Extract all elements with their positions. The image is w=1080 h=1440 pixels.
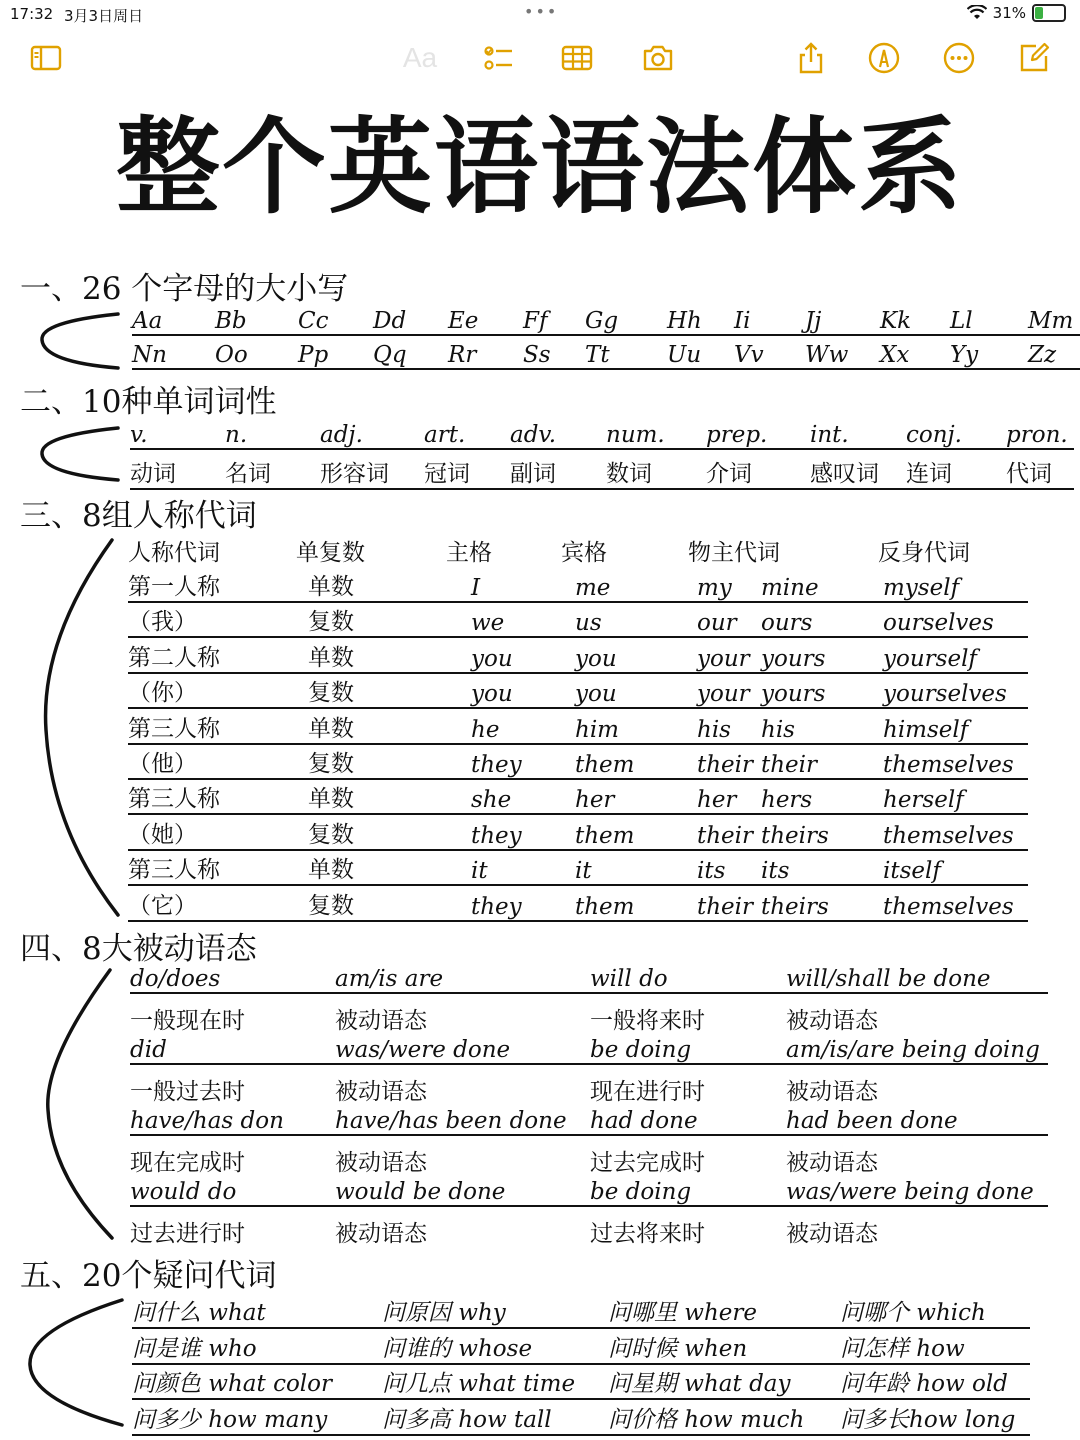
letter-pair: Hh (667, 308, 734, 336)
pos-name: 形容词 (320, 455, 424, 490)
pos-name-row (130, 455, 1074, 490)
pronoun-col-header: 人称代词 (128, 540, 220, 566)
passive-row (130, 1002, 1048, 1035)
letter-pair: Mm (1028, 308, 1080, 336)
passive-tense-label: 被动语态 (335, 1149, 427, 1176)
pos-abbr: pron. (1006, 422, 1074, 450)
pos-abbr: n. (225, 422, 320, 450)
passive-form: had done (590, 1108, 786, 1136)
passive-row (130, 1108, 1048, 1136)
pronoun-cell: themselves (883, 894, 1028, 922)
pronoun-cell: their (693, 752, 761, 780)
letter-pair: Rr (448, 342, 523, 370)
question-word-row (132, 1365, 1030, 1400)
pronoun-cell: her (575, 787, 693, 815)
question-word: 问颜色 what color (132, 1365, 382, 1400)
pronoun-cell: myself (883, 575, 1028, 603)
question-word: 问时候 when (608, 1330, 840, 1365)
letter-pair: Aa (132, 308, 215, 336)
pronoun-row (128, 674, 1028, 709)
passive-row (130, 1073, 1048, 1106)
letter-pair: Ii (734, 308, 805, 336)
pronoun-cell: them (575, 823, 693, 851)
pronoun-row (128, 745, 1028, 780)
question-word: 问是谁 who (132, 1330, 382, 1365)
pronoun-cell: 单数 (308, 851, 463, 886)
pronoun-col-header: 物主代词 (688, 540, 780, 566)
alphabet-row-2 (132, 342, 1080, 370)
pronoun-cell: 第三人称 (128, 780, 308, 815)
status-date: 3月3日周日 (64, 7, 144, 25)
pronoun-cell: it (463, 858, 575, 886)
pronoun-cell: our (693, 610, 761, 638)
pronoun-cell: 复数 (308, 745, 463, 780)
pronoun-cell: 第一人称 (128, 568, 308, 603)
passive-form: was/were being done (786, 1179, 1048, 1207)
pronoun-cell: its (761, 858, 883, 886)
passive-form: am/is are (335, 966, 590, 994)
passive-tense-label: 被动语态 (335, 1007, 427, 1034)
pronoun-cell: his (693, 717, 761, 745)
pos-name: 介词 (706, 455, 810, 490)
question-word: 问几点 what time (382, 1365, 608, 1400)
question-word-row (132, 1330, 1030, 1365)
letter-pair: Oo (215, 342, 298, 370)
pos-abbr: adv. (510, 422, 606, 450)
question-word: 问哪个 which (840, 1294, 1030, 1329)
passive-form: did (130, 1037, 335, 1065)
question-word: 问多长how long (840, 1401, 1030, 1436)
pronoun-cell: they (463, 752, 575, 780)
pronoun-col-header: 宾格 (561, 540, 607, 566)
pronoun-cell: yourself (883, 646, 1028, 674)
passive-row (130, 1144, 1048, 1177)
pronoun-cell: themselves (883, 823, 1028, 851)
letter-pair: Zz (1028, 342, 1080, 370)
pronoun-cell: ours (761, 610, 883, 638)
letter-pair: Ss (523, 342, 585, 370)
letter-pair: Qq (373, 342, 448, 370)
pronoun-row (128, 816, 1028, 851)
pos-name: 代词 (1006, 455, 1074, 490)
pronoun-cell: 单数 (308, 780, 463, 815)
section-2-heading: 二、10种单词词性 (20, 384, 277, 420)
pos-abbr: art. (424, 422, 510, 450)
pronoun-row (128, 780, 1028, 815)
pronoun-cell: their (693, 894, 761, 922)
passive-form: be doing (590, 1179, 786, 1207)
pronoun-col-header: 主格 (446, 540, 492, 566)
pos-abbr-row (130, 422, 1074, 450)
pronoun-cell: their (761, 752, 883, 780)
pos-abbr: prep. (706, 422, 810, 450)
pronoun-cell: we (463, 610, 575, 638)
pos-abbr: int. (810, 422, 906, 450)
pronoun-cell: （你） (128, 674, 308, 709)
letter-pair: Jj (805, 308, 880, 336)
pos-name: 感叹词 (810, 455, 906, 490)
question-word-row (132, 1294, 1030, 1329)
pos-name: 动词 (130, 455, 225, 490)
letter-pair: Tt (585, 342, 667, 370)
pronoun-cell: its (693, 858, 761, 886)
pronoun-cell: 第三人称 (128, 710, 308, 745)
passive-form: have/has don (130, 1108, 335, 1136)
pronoun-cell: me (575, 575, 693, 603)
pos-abbr: v. (130, 422, 225, 450)
passive-form: do/does (130, 966, 335, 994)
passive-tense-label: 一般现在时 (130, 1007, 245, 1034)
status-time: 17:32 (10, 5, 54, 23)
pronoun-row (128, 568, 1028, 603)
question-word: 问星期 what day (608, 1365, 840, 1400)
pronoun-cell: them (575, 752, 693, 780)
passive-tense-label: 过去完成时 (590, 1149, 705, 1176)
pronoun-cell: their (693, 823, 761, 851)
passive-form: would do (130, 1179, 335, 1207)
letter-pair: Ll (950, 308, 1028, 336)
pronoun-cell: 第二人称 (128, 639, 308, 674)
question-word: 问哪里 where (608, 1294, 840, 1329)
pronoun-cell: herself (883, 787, 1028, 815)
pronoun-cell: you (575, 646, 693, 674)
pronoun-cell: my (693, 575, 761, 603)
pronoun-cell: ourselves (883, 610, 1028, 638)
letter-pair: Dd (373, 308, 448, 336)
pronoun-cell: themselves (883, 752, 1028, 780)
pronoun-cell: 第三人称 (128, 851, 308, 886)
letter-pair: Pp (298, 342, 373, 370)
passive-tense-label: 现在完成时 (130, 1149, 245, 1176)
passive-row (130, 1037, 1048, 1065)
pos-abbr: conj. (906, 422, 1006, 450)
pronoun-cell: 复数 (308, 674, 463, 709)
pronoun-cell: they (463, 894, 575, 922)
section-3-heading: 三、8组人称代词 (20, 498, 257, 534)
battery-percent: 31% (992, 4, 1026, 22)
pronoun-cell: her (693, 787, 761, 815)
pronoun-cell: us (575, 610, 693, 638)
passive-tense-label: 被动语态 (786, 1007, 878, 1034)
section-4-heading: 四、8大被动语态 (20, 931, 257, 967)
letter-pair: Uu (667, 342, 734, 370)
pronoun-row (128, 851, 1028, 886)
pronoun-cell: mine (761, 575, 883, 603)
pronoun-cell: it (575, 858, 693, 886)
passive-form: was/were done (335, 1037, 590, 1065)
alphabet-row-1 (132, 308, 1080, 336)
passive-tense-label: 被动语态 (786, 1149, 878, 1176)
passive-tense-label: 被动语态 (786, 1220, 878, 1247)
pronoun-col-header: 反身代词 (878, 540, 970, 566)
pronoun-cell: （她） (128, 816, 308, 851)
pronoun-cell: 单数 (308, 710, 463, 745)
pronoun-cell: yourselves (883, 681, 1028, 709)
pronoun-cell: 复数 (308, 816, 463, 851)
passive-form: will do (590, 966, 786, 994)
pronoun-cell: （我） (128, 603, 308, 638)
question-word-row (132, 1401, 1030, 1436)
letter-pair: Kk (880, 308, 950, 336)
question-word: 问价格 how much (608, 1401, 840, 1436)
passive-form: have/has been done (335, 1108, 590, 1136)
passive-row (130, 1215, 1048, 1248)
pronoun-col-header: 单复数 (296, 540, 365, 566)
pronoun-cell: them (575, 894, 693, 922)
passive-form: will/shall be done (786, 966, 1048, 994)
letter-pair: Gg (585, 308, 667, 336)
pronoun-cell: his (761, 717, 883, 745)
passive-row (130, 1179, 1048, 1207)
passive-tense-label: 被动语态 (335, 1220, 427, 1247)
pronoun-row (128, 887, 1028, 922)
passive-form: am/is/are being doing (786, 1037, 1048, 1065)
passive-tense-label: 一般过去时 (130, 1078, 245, 1105)
letter-pair: Bb (215, 308, 298, 336)
pos-abbr: num. (606, 422, 706, 450)
letter-pair: Ee (448, 308, 523, 336)
passive-tense-label: 现在进行时 (590, 1078, 705, 1105)
pronoun-cell: they (463, 823, 575, 851)
pos-name: 连词 (906, 455, 1006, 490)
question-word: 问年龄 how old (840, 1365, 1030, 1400)
pos-name: 冠词 (424, 455, 510, 490)
section-5-heading: 五、20个疑问代词 (20, 1258, 277, 1294)
pos-abbr: adj. (320, 422, 424, 450)
pronoun-cell: hers (761, 787, 883, 815)
text-format-button[interactable]: Aa (402, 42, 438, 73)
pronoun-cell: he (463, 717, 575, 745)
page-title: 整个英语语法体系 (115, 106, 964, 228)
passive-form: would be done (335, 1179, 590, 1207)
letter-pair: Ww (805, 342, 880, 370)
pronoun-cell: theirs (761, 823, 883, 851)
letter-pair: Nn (132, 342, 215, 370)
passive-tense-label: 被动语态 (786, 1078, 878, 1105)
pronoun-cell: your (693, 681, 761, 709)
pronoun-row (128, 603, 1028, 638)
pronoun-cell: 单数 (308, 568, 463, 603)
pos-name: 名词 (225, 455, 320, 490)
letter-pair: Yy (950, 342, 1028, 370)
pronoun-row (128, 639, 1028, 674)
pos-name: 副词 (510, 455, 606, 490)
passive-tense-label: 过去将来时 (590, 1220, 705, 1247)
pronoun-cell: you (463, 646, 575, 674)
pronoun-cell: yours (761, 681, 883, 709)
pronoun-cell: she (463, 787, 575, 815)
pronoun-cell: him (575, 717, 693, 745)
pronoun-cell: your (693, 646, 761, 674)
pronoun-cell: 复数 (308, 603, 463, 638)
question-word: 问原因 why (382, 1294, 608, 1329)
pronoun-cell: yours (761, 646, 883, 674)
question-word: 问怎样 how (840, 1330, 1030, 1365)
passive-tense-label: 一般将来时 (590, 1007, 705, 1034)
passive-tense-label: 过去进行时 (130, 1220, 245, 1247)
letter-pair: Xx (880, 342, 950, 370)
passive-tense-label: 被动语态 (335, 1078, 427, 1105)
letter-pair: Ff (523, 308, 585, 336)
pos-name: 数词 (606, 455, 706, 490)
pronoun-row (128, 710, 1028, 745)
letter-pair: Cc (298, 308, 373, 336)
pronoun-cell: you (463, 681, 575, 709)
pronoun-cell: theirs (761, 894, 883, 922)
passive-form: be doing (590, 1037, 786, 1065)
question-word: 问多高 how tall (382, 1401, 608, 1436)
passive-form: had been done (786, 1108, 1048, 1136)
pronoun-cell: himself (883, 717, 1028, 745)
passive-row (130, 966, 1048, 994)
question-word: 问谁的 whose (382, 1330, 608, 1365)
pronoun-cell: I (463, 575, 575, 603)
pronoun-cell: （他） (128, 745, 308, 780)
letter-pair: Vv (734, 342, 805, 370)
pronoun-cell: itself (883, 858, 1028, 886)
pronoun-cell: 复数 (308, 887, 463, 922)
pronoun-cell: （它） (128, 887, 308, 922)
section-1-heading: 一、26 个字母的大小写 (20, 271, 349, 307)
question-word: 问多少 how many (132, 1401, 382, 1436)
pronoun-header-row (128, 534, 998, 567)
question-word: 问什么 what (132, 1294, 382, 1329)
multitasking-dots-icon[interactable]: ••• (524, 2, 559, 21)
pronoun-cell: you (575, 681, 693, 709)
pronoun-cell: 单数 (308, 639, 463, 674)
